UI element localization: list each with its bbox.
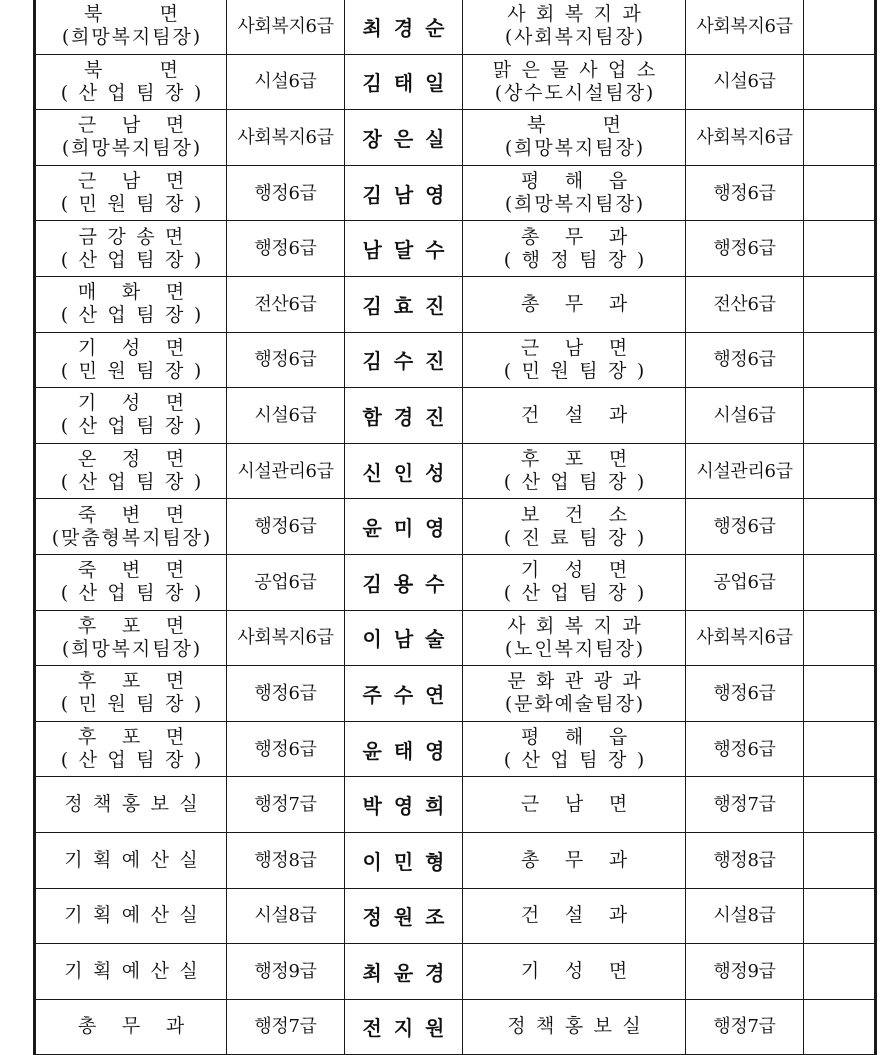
new-post-line: (진료팀장) [503,526,655,549]
new-post-line: 평해읍 [520,726,653,749]
previous-grade-cell [227,165,345,221]
new-post-line: 평해읍 [520,170,653,193]
employee-name-cell [345,499,463,555]
new-grade: 전산6급 [713,293,776,315]
previous-grade: 행정8급 [254,849,317,871]
previous-grade: 행정6급 [254,682,317,704]
previous-post-line: 기성면 [77,336,210,359]
new-post-cell [463,999,686,1055]
previous-grade-cell [227,388,345,444]
personnel-transfer-table [33,0,877,1055]
employee-name-cell [345,388,463,444]
new-post-cell [463,165,686,221]
employee-name: 정원조 [362,905,457,930]
new-grade-cell [686,999,804,1055]
previous-post-cell [35,832,227,888]
employee-name-cell [345,110,463,166]
new-grade: 행정6급 [713,516,776,538]
new-post-line: (문화예술팀장) [504,693,646,716]
employee-name: 박영희 [362,794,457,819]
remarks-cell [804,666,876,722]
new-post-line: (상수도시설팀장) [494,81,656,104]
employee-name: 김태일 [362,71,457,96]
new-grade: 행정6급 [713,349,776,371]
new-grade-cell [686,888,804,944]
previous-post-line: (민원팀장) [60,359,212,382]
previous-post-cell [35,54,227,110]
previous-post-line: 후포면 [77,670,210,693]
new-post-line: 근남면 [520,336,653,359]
previous-post-cell [35,0,227,54]
previous-post-line: 총무과 [77,1015,210,1038]
previous-grade-cell [227,888,345,944]
new-grade-cell [686,54,804,110]
new-post-line: 총무과 [520,848,653,871]
previous-post-line: 근남면 [77,170,210,193]
previous-grade-cell [227,721,345,777]
previous-post-line: (민원팀장) [60,193,212,216]
new-grade: 공업6급 [713,571,776,593]
table-row [35,0,876,54]
previous-post-line: 기성면 [77,392,210,415]
new-post-cell [463,0,686,54]
new-post-cell [463,388,686,444]
previous-post-cell [35,944,227,1000]
previous-post-line: (산업팀장) [60,248,212,271]
previous-grade: 행정6급 [254,182,317,204]
new-grade-cell [686,332,804,388]
previous-post-line: 북 면 [83,3,204,26]
table-row [35,777,876,833]
employee-name: 이남술 [362,627,457,652]
table-row [35,999,876,1055]
employee-name: 김남영 [362,182,457,207]
remarks-cell [804,388,876,444]
new-grade: 시설관리6급 [696,460,793,482]
new-post-line: 기성면 [520,559,653,582]
previous-post-line: (산업팀장) [60,304,212,327]
new-grade: 사회복지6급 [696,126,793,148]
new-grade-cell [686,388,804,444]
remarks-cell [804,888,876,944]
remarks-cell [804,110,876,166]
new-post-cell [463,110,686,166]
previous-post-cell [35,499,227,555]
new-post-line: 기성면 [520,959,653,982]
remarks-cell [804,0,876,54]
table-row [35,666,876,722]
new-post-line: 맑은물사업소 [492,58,666,81]
previous-grade: 시설6급 [254,404,317,426]
previous-grade-cell [227,110,345,166]
new-grade: 시설6급 [713,71,776,93]
previous-post-cell [35,165,227,221]
employee-name-cell [345,443,463,499]
previous-grade: 행정7급 [254,1016,317,1038]
previous-post-line: 온정면 [77,448,210,471]
new-post-line: 정책홍보실 [507,1015,652,1038]
previous-post-line: 후포면 [77,726,210,749]
previous-grade: 행정6급 [254,516,317,538]
remarks-cell [804,54,876,110]
previous-post-line: (산업팀장) [60,81,212,104]
new-grade-cell [686,276,804,332]
previous-post-cell [35,110,227,166]
new-grade-cell [686,221,804,277]
employee-name: 전지원 [362,1016,457,1041]
previous-post-line: 근남면 [77,114,210,137]
employee-name-cell [345,332,463,388]
previous-grade: 사회복지6급 [237,15,334,37]
previous-post-line: (맞춤형복지팀장) [51,526,213,549]
new-grade: 시설8급 [713,905,776,927]
table-row [35,443,876,499]
previous-post-cell [35,332,227,388]
previous-post-line: (산업팀장) [60,415,212,438]
remarks-cell [804,832,876,888]
table-row [35,388,876,444]
previous-grade-cell [227,221,345,277]
table-row [35,832,876,888]
employee-name-cell [345,888,463,944]
previous-post-line: 기획예산실 [64,904,209,927]
table-row [35,110,876,166]
new-grade: 행정6급 [713,682,776,704]
previous-post-cell [35,777,227,833]
remarks-cell [804,999,876,1055]
previous-grade: 사회복지6급 [237,126,334,148]
new-post-line: 건설과 [520,403,653,426]
previous-post-cell [35,721,227,777]
previous-grade: 시설관리6급 [237,460,334,482]
remarks-cell [804,332,876,388]
remarks-cell [804,610,876,666]
employee-name-cell [345,0,463,54]
previous-post-line: 정책홍보실 [64,793,209,816]
new-post-line: 근남면 [520,793,653,816]
previous-grade-cell [227,443,345,499]
previous-grade: 행정6급 [254,738,317,760]
previous-post-line: 기획예산실 [64,959,209,982]
previous-grade: 사회복지6급 [237,627,334,649]
previous-post-cell [35,666,227,722]
previous-post-cell [35,276,227,332]
new-post-cell [463,554,686,610]
previous-post-line: (산업팀장) [60,749,212,772]
new-grade-cell [686,944,804,1000]
previous-grade: 시설6급 [254,71,317,93]
previous-post-cell [35,888,227,944]
new-grade-cell [686,443,804,499]
new-grade-cell [686,666,804,722]
table-row [35,554,876,610]
previous-grade-cell [227,332,345,388]
previous-grade-cell [227,832,345,888]
previous-post-cell [35,610,227,666]
table-row [35,276,876,332]
employee-name: 김효진 [362,293,457,318]
new-grade: 시설6급 [713,404,776,426]
employee-name: 주수연 [362,682,457,707]
new-grade: 행정6급 [713,182,776,204]
previous-post-line: 금강송면 [78,225,194,248]
new-post-line: (산업팀장) [503,582,655,605]
previous-post-cell [35,999,227,1055]
new-post-cell [463,332,686,388]
new-post-line: 후포면 [520,448,653,471]
new-post-line: (희망복지팀장) [504,137,646,160]
new-post-line: 총무과 [520,292,653,315]
previous-grade-cell [227,777,345,833]
new-post-line: 보건소 [520,503,653,526]
table-row [35,721,876,777]
remarks-cell [804,499,876,555]
previous-grade: 전산6급 [254,293,317,315]
remarks-cell [804,276,876,332]
employee-name: 신인성 [362,460,457,485]
employee-name: 김용수 [362,571,457,596]
employee-name: 장은실 [362,126,457,151]
previous-grade-cell [227,0,345,54]
remarks-cell [804,944,876,1000]
employee-name-cell [345,276,463,332]
employee-name-cell [345,554,463,610]
previous-post-line: 매화면 [77,281,210,304]
employee-name: 윤미영 [362,516,457,541]
employee-name-cell [345,777,463,833]
new-post-line: 총무과 [520,225,653,248]
previous-grade: 시설8급 [254,905,317,927]
new-post-line: (노인복지팀장) [504,637,646,660]
previous-post-cell [35,443,227,499]
remarks-cell [804,777,876,833]
previous-grade: 행정9급 [254,960,317,982]
new-post-cell [463,443,686,499]
employee-name-cell [345,666,463,722]
previous-post-line: 기획예산실 [64,848,209,871]
employee-name-cell [345,832,463,888]
employee-name-cell [345,944,463,1000]
previous-post-cell [35,554,227,610]
new-grade: 행정6급 [713,738,776,760]
new-post-line: 북 면 [526,114,647,137]
remarks-cell [804,554,876,610]
employee-name-cell [345,610,463,666]
new-post-line: (희망복지팀장) [504,193,646,216]
employee-name: 김수진 [362,349,457,374]
new-grade: 사회복지6급 [696,15,793,37]
new-grade: 행정7급 [713,1016,776,1038]
employee-name-cell [345,54,463,110]
table-row [35,221,876,277]
remarks-cell [804,221,876,277]
employee-name: 남달수 [362,238,457,263]
employee-name: 함경진 [362,404,457,429]
employee-name-cell [345,999,463,1055]
new-grade: 행정6급 [713,238,776,260]
new-grade: 행정7급 [713,794,776,816]
new-post-cell [463,499,686,555]
previous-post-line: 후포면 [77,614,210,637]
new-grade-cell [686,610,804,666]
new-post-line: (사회복지팀장) [504,26,646,49]
table-row [35,610,876,666]
previous-grade-cell [227,499,345,555]
new-post-line: (산업팀장) [503,471,655,494]
new-post-cell [463,610,686,666]
previous-grade-cell [227,666,345,722]
previous-grade-cell [227,610,345,666]
new-post-cell [463,888,686,944]
remarks-cell [804,721,876,777]
employee-name: 이민형 [362,849,457,874]
previous-grade-cell [227,944,345,1000]
previous-post-line: (희망복지팀장) [61,137,203,160]
employee-name-cell [345,721,463,777]
table-row [35,54,876,110]
previous-post-line: (희망복지팀장) [61,26,203,49]
previous-grade: 행정6급 [254,349,317,371]
new-post-line: (행정팀장) [503,248,655,271]
new-grade-cell [686,554,804,610]
new-grade-cell [686,832,804,888]
previous-grade-cell [227,554,345,610]
new-post-line: 건설과 [520,904,653,927]
new-post-cell [463,54,686,110]
previous-post-line: (산업팀장) [60,471,212,494]
previous-grade: 행정6급 [254,238,317,260]
new-grade-cell [686,165,804,221]
previous-post-line: 북 면 [83,58,204,81]
new-post-cell [463,221,686,277]
previous-grade: 행정7급 [254,794,317,816]
remarks-cell [804,165,876,221]
new-post-line: (민원팀장) [503,359,655,382]
new-grade-cell [686,777,804,833]
previous-post-line: 죽변면 [77,559,210,582]
previous-grade-cell [227,999,345,1055]
previous-grade-cell [227,276,345,332]
employee-name: 최윤경 [362,960,457,985]
new-post-line: (산업팀장) [503,749,655,772]
previous-post-line: (산업팀장) [60,582,212,605]
previous-post-cell [35,388,227,444]
table-row [35,165,876,221]
employee-name-cell [345,221,463,277]
previous-post-line: (민원팀장) [60,693,212,716]
new-grade-cell [686,721,804,777]
new-grade-cell [686,110,804,166]
new-grade: 행정9급 [713,960,776,982]
previous-grade-cell [227,54,345,110]
table-row [35,332,876,388]
new-grade: 사회복지6급 [696,627,793,649]
new-grade-cell [686,499,804,555]
new-grade-cell [686,0,804,54]
table-row [35,944,876,1000]
new-post-cell [463,276,686,332]
table-row [35,499,876,555]
new-post-line: 사회복지과 [507,614,652,637]
employee-name: 윤태영 [362,738,457,763]
table-row [35,888,876,944]
new-post-line: 문화관광과 [507,670,652,693]
employee-name-cell [345,165,463,221]
employee-name: 최경순 [362,15,457,40]
previous-post-cell [35,221,227,277]
previous-post-line: 죽변면 [77,503,210,526]
remarks-cell [804,443,876,499]
new-post-cell [463,832,686,888]
new-post-cell [463,721,686,777]
new-grade: 행정8급 [713,849,776,871]
previous-post-line: (희망복지팀장) [61,637,203,660]
previous-grade: 공업6급 [254,571,317,593]
new-post-cell [463,777,686,833]
new-post-line: 사회복지과 [507,3,652,26]
new-post-cell [463,666,686,722]
new-post-cell [463,944,686,1000]
